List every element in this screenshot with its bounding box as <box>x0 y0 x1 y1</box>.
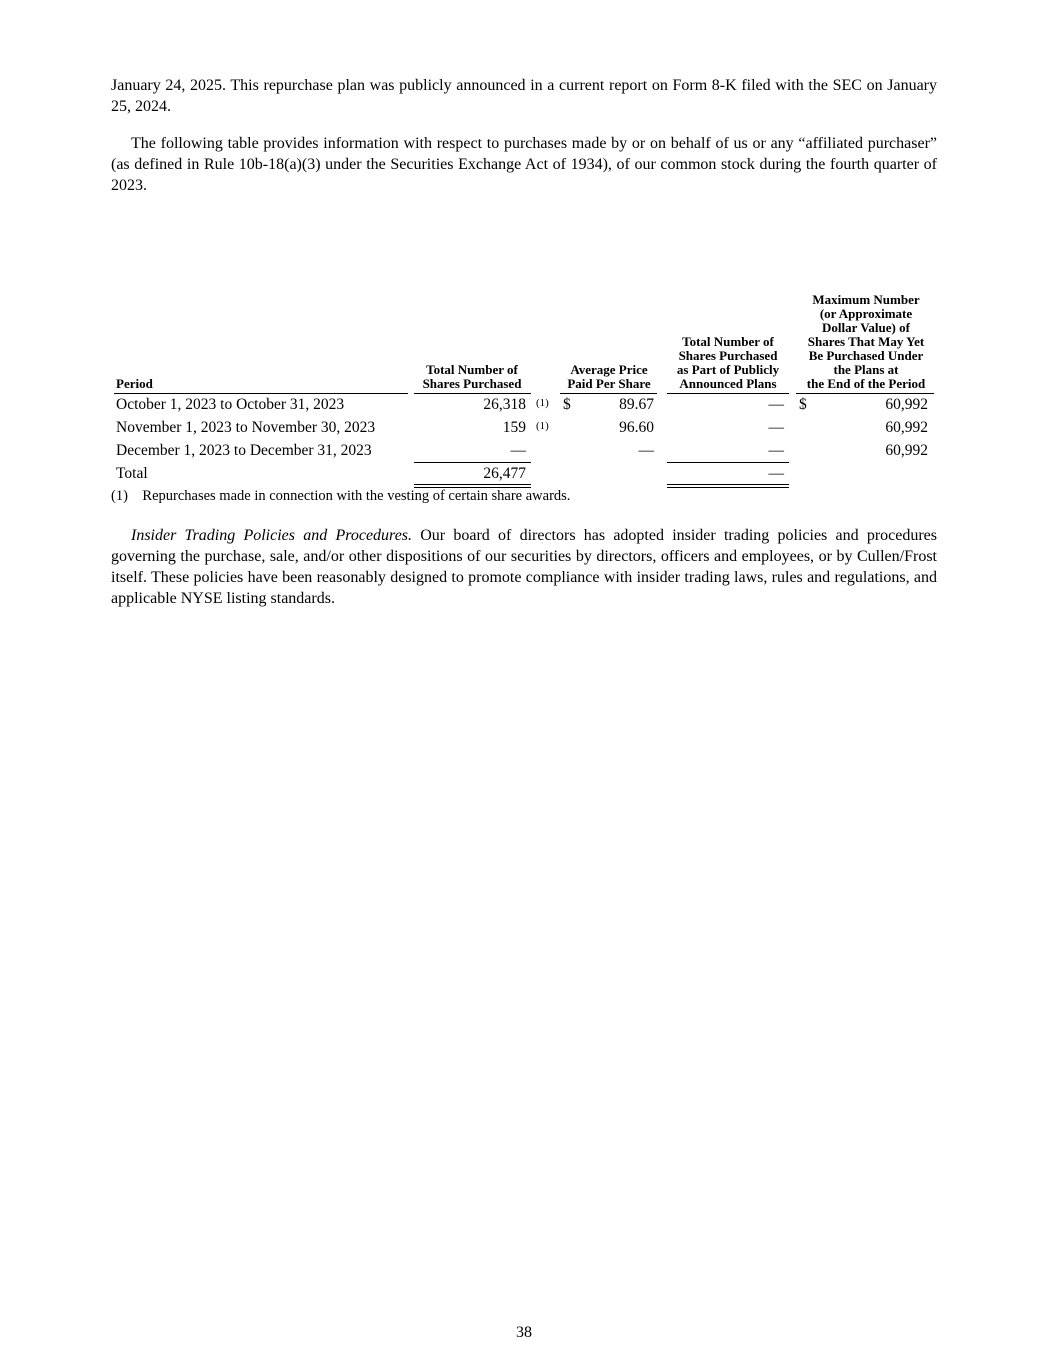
total-plans: — <box>768 465 784 482</box>
document-page <box>111 75 937 609</box>
paragraph-insider-trading <box>111 525 937 609</box>
header-rule-plans <box>667 393 789 394</box>
row-2-shares: 159 <box>502 419 526 436</box>
row-3-plans: — <box>768 442 784 459</box>
row-2-plans: — <box>768 419 784 436</box>
insider-trading-body: Our board of directors has adopted insider trading policies and procedures governing the purchase, sale, and/or other dispositions of our securities by directors, officers and employees, or by Cullen/Frost itself. These policies have been reasonably designed to promote compliance with insider trading laws, rules and regulations, and applicable NYSE listing standards. <box>111 527 938 607</box>
total-label: Total <box>116 465 148 482</box>
subtotal-rule-shares <box>414 462 531 463</box>
subtotal-rule-plans <box>667 462 789 463</box>
total-double-rule-plans <box>667 484 789 488</box>
repurchase-table <box>111 219 937 482</box>
header-total-shares: Total Number of Shares Purchased <box>422 362 522 391</box>
row-1-footnote-ref: (1) <box>536 397 549 409</box>
header-rule-max <box>796 393 934 394</box>
row-1-period: October 1, 2023 to October 31, 2023 <box>116 396 345 413</box>
header-rule-price <box>560 393 657 394</box>
row-2-price: 96.60 <box>619 419 654 436</box>
header-period: Period <box>116 376 153 391</box>
row-2-period: November 1, 2023 to November 30, 2023 <box>116 419 376 436</box>
page-number: 38 <box>516 1324 532 1341</box>
row-3-shares: — <box>510 442 526 459</box>
total-shares: 26,477 <box>483 465 526 482</box>
row-2-footnote-ref: (1) <box>536 420 549 432</box>
row-2-max: 60,992 <box>885 419 928 436</box>
row-3-period: December 1, 2023 to December 31, 2023 <box>116 442 372 459</box>
row-1-plans: — <box>768 396 784 413</box>
header-plans-shares: Total Number of Shares Purchased as Part of Publicly Announced Plans <box>676 334 780 391</box>
row-1-max-currency: $ <box>799 396 807 413</box>
row-3-price: — <box>638 442 654 459</box>
total-double-rule-shares <box>414 484 531 488</box>
row-1-price-currency: $ <box>563 396 571 413</box>
row-1-shares: 26,318 <box>483 396 526 413</box>
footnote: (1) Repurchases made in connection with the vesting of certain share awards. <box>111 488 571 504</box>
header-average-price: Average Price Paid Per Share <box>567 362 651 391</box>
row-3-max: 60,992 <box>885 442 928 459</box>
header-rule-period <box>114 393 408 394</box>
row-1-max: 60,992 <box>885 396 928 413</box>
paragraph-table-intro: The following table provides information with respect to purchases made by or on behalf of us or any “affiliated purchaser” (as defined in Rule 10b-18(a)(3) under the Securities Exchange Act of 1934), of our common stock during the fourth quarter of 2023. <box>111 135 937 194</box>
header-rule-shares <box>414 393 531 394</box>
header-maximum-number: Maximum Number (or Approximate Dollar Value) of Shares That May Yet Be Purchased Under the Plans at the End of the Period <box>806 292 926 391</box>
row-1-price: 89.67 <box>619 396 654 413</box>
insider-trading-heading: Insider Trading Policies and Procedures. <box>131 527 413 544</box>
paragraph-repurchase-plan: January 24, 2025. This repurchase plan was publicly announced in a current report on Form 8-K filed with the SEC on January 25, 2024. <box>111 77 937 115</box>
